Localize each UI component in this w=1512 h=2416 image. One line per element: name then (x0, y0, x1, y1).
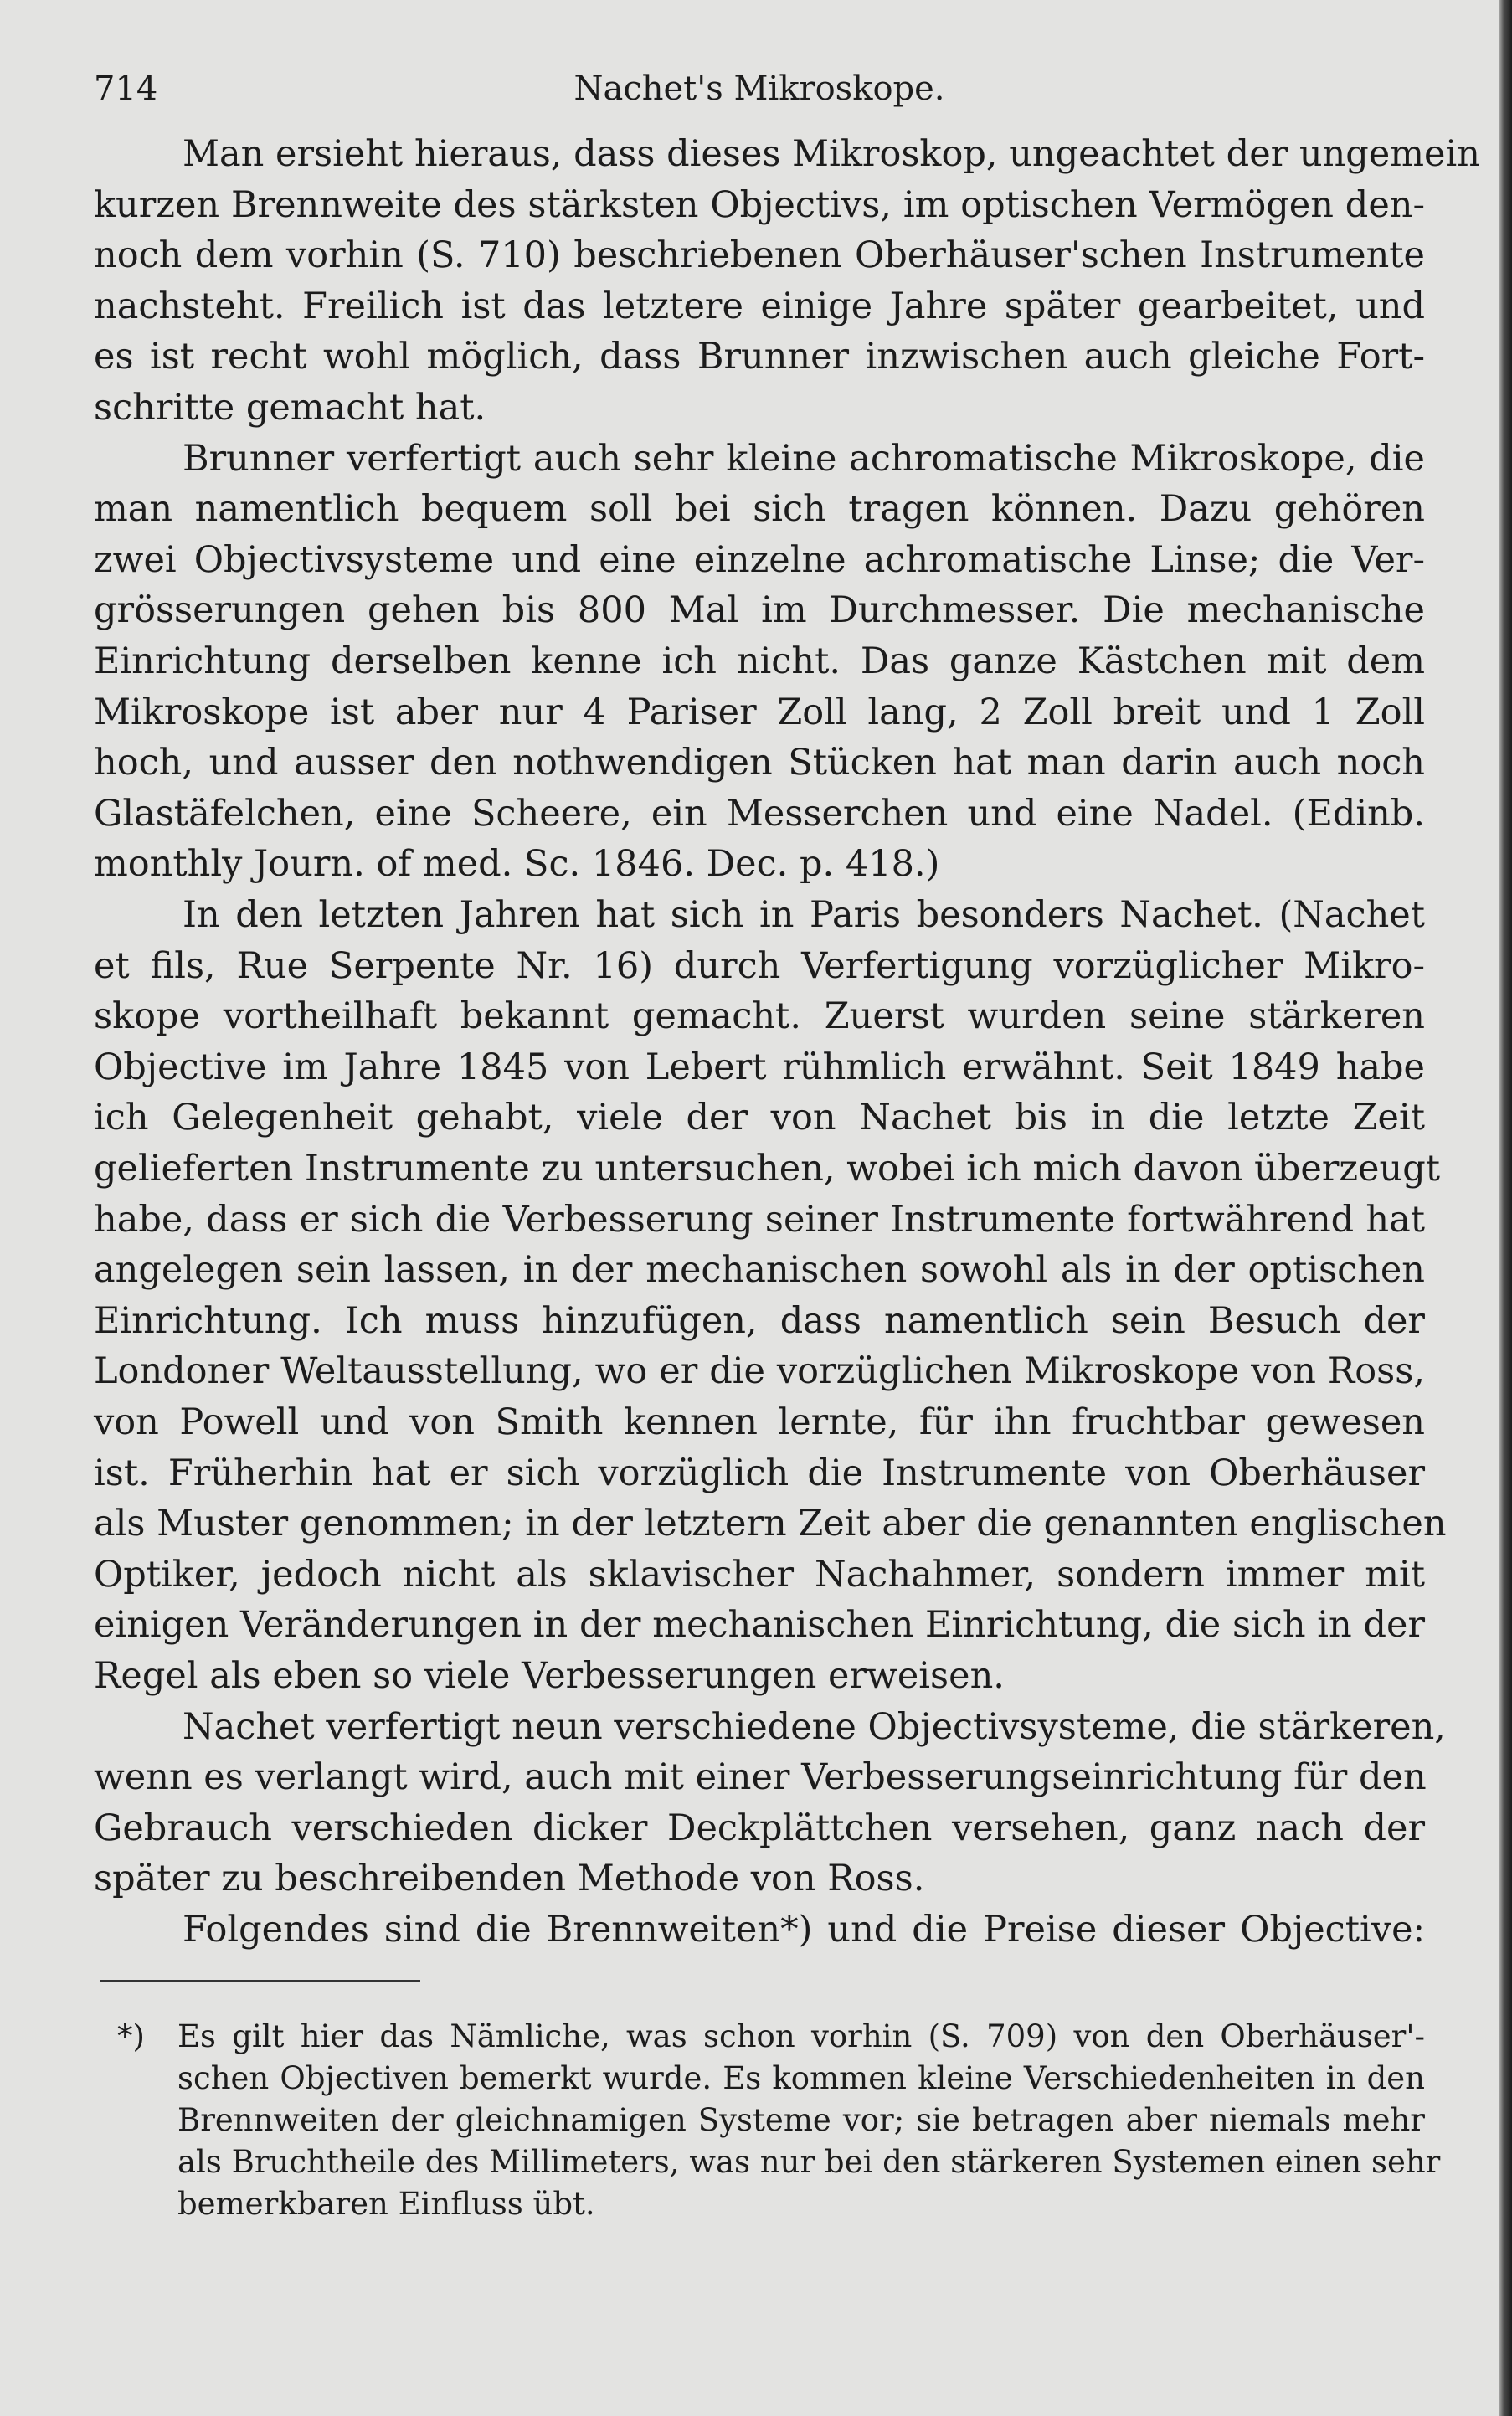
text-line: ich Gelegenheit gehabt, viele der von Nachet bis in die letzte Zeit (94, 1097, 1425, 1139)
text-line: skope vortheilhaft bekannt gemacht. Zuerst wurden seine stärkeren (94, 995, 1425, 1037)
text-line: man namentlich bequem soll bei sich tragen können. Dazu gehören (94, 488, 1425, 530)
text-line: Einrichtung derselben kenne ich nicht. Das ganze Kästchen mit dem (94, 640, 1425, 682)
text-line: Londoner Weltausstellung, wo er die vorzüglichen Mikroskope von Ross, (94, 1350, 1425, 1392)
text-line: monthly Journ. of med. Sc. 1846. Dec. p. 418.) (94, 843, 940, 885)
text-line: von Powell und von Smith kennen lernte, für ihn fruchtbar gewesen (94, 1401, 1425, 1443)
page-number: 714 (94, 69, 158, 108)
text-line: wenn es verlangt wird, auch mit einer Verbesserungseinrichtung für den (94, 1756, 1427, 1798)
footnote-line: Es gilt hier das Nämliche, was schon vorhin (S. 709) von den Oberhäuser'- (177, 2018, 1425, 2054)
footnote-line: Brennweiten der gleichnamigen Systeme vor; sie betragen aber niemals mehr (177, 2102, 1425, 2138)
text-line: Glastäfelchen, eine Scheere, ein Messerchen und eine Nadel. (Edinb. (94, 793, 1425, 835)
text-line: grösserungen gehen bis 800 Mal im Durchmesser. Die mechanische (94, 589, 1425, 631)
running-title: Nachet's Mikroskope. (573, 69, 945, 108)
text-line: kurzen Brennweite des stärksten Objectivs, im optischen Vermögen den- (94, 184, 1425, 226)
text-line: Regel als eben so viele Verbesserungen erweisen. (94, 1655, 1005, 1697)
text-line: Nachet verfertigt neun verschiedene Objectivsysteme, die stärkeren, (183, 1706, 1446, 1748)
text-line: Einrichtung. Ich muss hinzufügen, dass namentlich sein Besuch der (94, 1300, 1425, 1342)
text-line: habe, dass er sich die Verbesserung seiner Instrumente fortwährend hat (94, 1199, 1425, 1241)
footnote-marker: *) (117, 2018, 145, 2054)
text-line: et fils, Rue Serpente Nr. 16) durch Verfertigung vorzüglicher Mikro- (94, 945, 1425, 987)
text-line: Mikroskope ist aber nur 4 Pariser Zoll lang, 2 Zoll breit und 1 Zoll (94, 691, 1425, 733)
text-line: angelegen sein lassen, in der mechanischen sowohl als in der optischen (94, 1249, 1425, 1291)
text-line: Optiker, jedoch nicht als sklavischer Nachahmer, sondern immer mit (94, 1554, 1425, 1596)
footnote-line: als Bruchtheile des Millimeters, was nur bei den stärkeren Systemen einen sehr (177, 2144, 1441, 2180)
text-line: In den letzten Jahren hat sich in Paris besonders Nachet. (Nachet (183, 894, 1425, 936)
text-line: später zu beschreibenden Methode von Ross. (94, 1858, 925, 1899)
text-line: es ist recht wohl möglich, dass Brunner inzwischen auch gleiche Fort- (94, 336, 1425, 378)
text-line: Gebrauch verschieden dicker Deckplättchen versehen, ganz nach der (94, 1807, 1425, 1849)
text-line: hoch, und ausser den nothwendigen Stücken hat man darin auch noch (94, 742, 1425, 784)
footnote-line: bemerkbaren Einfluss übt. (177, 2186, 595, 2222)
text-line: Man ersieht hieraus, dass dieses Mikroskop, ungeachtet der ungemein (183, 133, 1480, 175)
text-line: gelieferten Instrumente zu untersuchen, wobei ich mich davon überzeugt (94, 1148, 1441, 1190)
text-line: nachsteht. Freilich ist das letztere einige Jahre später gearbeitet, und (94, 285, 1425, 327)
text-line: ist. Früherhin hat er sich vorzüglich die Instrumente von Oberhäuser (94, 1452, 1425, 1494)
text-line: als Muster genommen; in der letztern Zeit aber die genannten englischen (94, 1503, 1447, 1545)
text-line: noch dem vorhin (S. 710) beschriebenen Oberhäuser'schen Instrumente (94, 234, 1425, 276)
text-line: einigen Veränderungen in der mechanischen Einrichtung, die sich in der (94, 1604, 1425, 1646)
footnote-rule (100, 1980, 420, 1982)
text-line: schritte gemacht hat. (94, 387, 486, 429)
footnote-line: schen Objectiven bemerkt wurde. Es kommen kleine Verschiedenheiten in den (177, 2060, 1425, 2096)
text-line: Objective im Jahre 1845 von Lebert rühmlich erwähnt. Seit 1849 habe (94, 1046, 1425, 1088)
page-edge (1499, 0, 1512, 2416)
text-line: Folgendes sind die Brennweiten*) und die Preise dieser Objective: (183, 1909, 1425, 1951)
text-line: zwei Objectivsysteme und eine einzelne achromatische Linse; die Ver- (94, 539, 1425, 581)
text-line: Brunner verfertigt auch sehr kleine achromatische Mikroskope, die (183, 438, 1425, 480)
